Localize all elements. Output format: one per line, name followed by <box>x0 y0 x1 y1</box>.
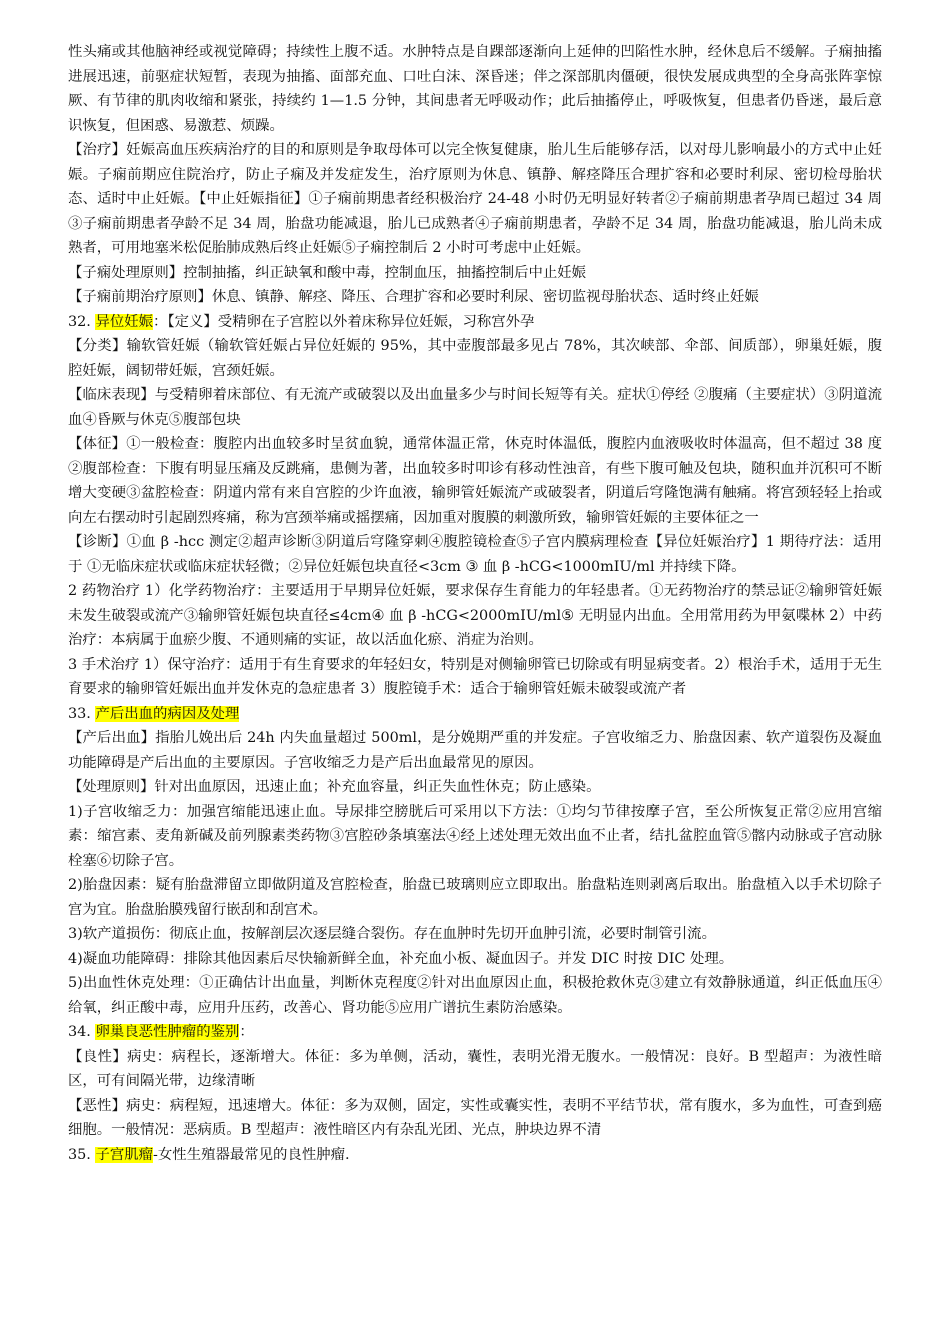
paragraph-text: 2 药物治疗 1）化学药物治疗：主要适用于早期异位妊娠，要求保存生育能力的年轻患者。①无药物治疗的禁忌证②输卵管妊娠未发生破裂或流产③输卵管妊娠包块直径≤4cm④ 血 β -hCG<2000mIU/ml⑤ 无明显内出血。全用常用药为甲氨喋林 2）中药治疗：本病属于血瘀少腹、不通则痛的实证，故以活血化瘀、消症为治则。 <box>68 583 882 648</box>
section-number: 34. <box>68 1024 96 1040</box>
paragraph-text: 【处理原则】针对出血原因，迅速止血；补充血容量，纠正失血性休克；防止感染。 <box>68 779 601 795</box>
paragraph-benign <box>68 1045 882 1094</box>
paragraph-eclampsia-principle <box>68 261 882 286</box>
paragraph-text: 【诊断】①血 β -hcc 测定②超声诊断③阴道后穹隆穿刺④腹腔镜检查⑤子宫内膜病理检查【异位妊娠治疗】1 期待疗法：适用于 ①无临床症状或临床症状轻微；②异位妊娠包块直径<3cm ③ 血 β -hCG<1000mIU/ml 并持续下降。 <box>68 534 882 575</box>
paragraph-treatment <box>68 138 882 261</box>
paragraph-text: 【子痫前期治疗原则】休息、镇静、解痉、降压、合理扩容和必要时利尿、密切监视母胎状态、适时终止妊娠 <box>68 289 759 305</box>
paragraph-text: ：【定义】受精卵在子宫腔以外着床称异位妊娠，习称宫外孕 <box>153 313 535 330</box>
highlighted-heading: 异位妊娠 <box>95 313 154 330</box>
paragraph-eclampsia-symptoms <box>68 40 882 138</box>
paragraph-text: 【治疗】妊娠高血压疾病治疗的目的和原则是争取母体可以完全恢复健康，胎儿生后能够存活，以对母儿影响最小的方式中止妊娠。子痫前期应住院治疗，防止子痫及并发症发生，治疗原则为休息、镇静、解痉降压合理扩容和必要时利尿、密切检母胎状态、适时中止妊娠。【中止妊娠指征】①子痫前期患者经积极治疗 24-48 小时仍无明显好转者②子痫前期患者孕周已超过 34 周③子痫前期患者孕龄不足 34 周，胎盘功能减退，胎儿已成熟者④子痫前期患者，孕龄不足 34 周，胎盘功能减退，胎儿尚未成熟者，可用地塞米松促胎肺成熟后终止妊娠⑤子痫控制后 2 小时可考虑中止妊娠。 <box>68 142 882 256</box>
paragraph-text: 5)出血性休克处理：①正确估计出血量，判断休克程度②针对出血原因止血，积极抢救休克③建立有效静脉通道，纠正低血压④给氧，纠正酸中毒，应用升压药，改善心、肾功能⑤应用广谱抗生素防治感染。 <box>68 975 882 1016</box>
section-number: 35. <box>68 1146 96 1163</box>
paragraph-uterine-atony <box>68 800 882 874</box>
highlighted-heading: 产后出血的病因及处理 <box>95 705 240 722</box>
highlighted-heading: 卵巢良恶性肿瘤的鉴别 <box>95 1024 240 1040</box>
paragraph-text: 1)子宫收缩乏力：加强宫缩能迅速止血。导尿排空膀胱后可采用以下方法：①均匀节律按摩子宫，至公所恢复正常②应用宫缩素：缩宫素、麦角新碱及前列腺素类药物③宫腔砂条填塞法④经上述处理无效出血不止者，结扎盆腔血管⑤髂内动脉或子宫动脉栓塞⑥切除子宫。 <box>68 803 882 869</box>
paragraph-diagnosis <box>68 530 882 579</box>
paragraph-text: 性头痛或其他脑神经或视觉障碍；持续性上腹不适。水肿特点是自踝部逐渐向上延伸的凹陷性水肿，经休息后不缓解。子痫抽搐进展迅速，前驱症状短暂，表现为抽搐、面部充血、口吐白沫、深昏迷；伴之深部肌肉僵硬，很快发展成典型的全身高张阵挛惊厥、有节律的肌肉收缩和紧张，持续约 1—1.5 分钟，其间患者无呼吸动作；此后抽搐停止，呼吸恢复，但患者仍昏迷，最后意识恢复，但困惑、易激惹、烦躁。 <box>68 44 882 134</box>
paragraph-pph-definition <box>68 726 882 775</box>
paragraph-text: 3)软产道损伤：彻底止血，按解剖层次逐层缝合裂伤。存在血肿时先切开血肿引流，必要时制管引流。 <box>68 926 716 942</box>
paragraph-pph-principle <box>68 775 882 800</box>
paragraph-text: ： <box>239 1024 254 1040</box>
section-34-heading <box>68 1020 882 1045</box>
paragraph-text: 3 手术治疗 1）保守治疗：适用于有生育要求的年轻妇女，特别是对侧输卵管已切除或有明显病变者。2）根治手术，适用于无生育要求的输卵管妊娠出血并发休克的急症患者 3）腹腔镜手术：适合于输卵管妊娠未破裂或流产者 <box>68 656 882 697</box>
paragraph-text: 2)胎盘因素：疑有胎盘滞留立即做阴道及宫腔检查，胎盘已玻璃则应立即取出。胎盘粘连则剥离后取出。胎盘植入以手术切除子宫为宜。胎盘胎膜残留行嵌刮和刮宫术。 <box>68 877 882 918</box>
paragraph-text: 【子痫处理原则】控制抽搐，纠正缺氧和酸中毒，控制血压，抽搐控制后中止妊娠 <box>68 264 587 281</box>
paragraph-coagulation-disorder <box>68 947 882 972</box>
paragraph-text: -女性生殖器最常见的良性肿瘤. <box>153 1146 350 1163</box>
paragraph-text: 【良性】病史：病程长，逐渐增大。体征：多为单侧，活动，囊性，表明光滑无腹水。一般情况：良好。B 型超声：为液性暗区，可有间隔光带，边缘清晰 <box>68 1048 882 1089</box>
paragraph-birth-canal-injury <box>68 922 882 947</box>
paragraph-text: 【分类】输软管妊娠（输软管妊娠占异位妊娠的 95%，其中壶腹部最多见占 78%，其次峡部、伞部、间质部），卵巢妊娠，腹腔妊娠，阔韧带妊娠，宫颈妊娠。 <box>68 338 882 379</box>
paragraph-text: 4)凝血功能障碍：排除其他因素后尽快输新鲜全血，补充血小板、凝血因子。并发 DIC 时按 DIC 处理。 <box>68 950 734 967</box>
paragraph-surgical-treatment <box>68 653 882 702</box>
section-number: 32. <box>68 313 96 330</box>
paragraph-malignant <box>68 1094 882 1143</box>
paragraph-text: 【产后出血】指胎儿娩出后 24h 内失血量超过 500ml，是分娩期严重的并发症。子宫收缩乏力、胎盘因素、软产道裂伤及凝血功能障碍是产后出血的主要原因。子宫收缩乏力是产后出血最常见的原因。 <box>68 730 882 771</box>
paragraph-signs <box>68 432 882 530</box>
paragraph-text: 【恶性】病史：病程短，迅速增大。体征：多为双侧，固定，实性或囊实性，表明不平结节状，常有腹水，多为血性，可查到癌细胞。一般情况：恶病质。B 型超声：液性暗区内有杂乱光团、光点，肿块边界不清 <box>68 1097 882 1138</box>
paragraph-classification <box>68 334 882 383</box>
section-33-heading <box>68 702 882 727</box>
paragraph-hemorrhagic-shock <box>68 971 882 1020</box>
paragraph-text: 【临床表现】与受精卵着床部位、有无流产或破裂以及出血量多少与时间长短等有关。症状①停经 ②腹痛（主要症状）③阴道流血④昏厥与休克⑤腹部包块 <box>68 387 882 428</box>
paragraph-placental-factors <box>68 873 882 922</box>
paragraph-preeclampsia-principle <box>68 285 882 310</box>
section-35-heading <box>68 1143 882 1168</box>
paragraph-text: 【体征】①一般检查：腹腔内出血较多时呈贫血貌，通常体温正常，休克时体温低，腹腔内血液吸收时体温高，但不超过 38 度 ②腹部检查：下腹有明显压痛及反跳痛，患侧为著，出血较多时叩诊有移动性浊音，有些下腹可触及包块，随积血并沉积可不断增大变硬③盆腔检查：阴道内常有来自宫腔的少许血液，输卵管妊娠流产或破裂者，阴道后穹隆饱满有触痛。将宫颈轻轻上抬或向左右摆动时引起剧烈疼痛，称为宫颈举痛或摇摆痛，因加重对腹膜的刺激所致，输卵管妊娠的主要体征之一 <box>68 436 882 526</box>
highlighted-heading: 子宫肌瘤 <box>95 1146 154 1163</box>
paragraph-clinical-manifestation <box>68 383 882 432</box>
section-number: 33. <box>68 705 96 722</box>
paragraph-drug-treatment <box>68 579 882 653</box>
section-32-heading <box>68 310 882 335</box>
